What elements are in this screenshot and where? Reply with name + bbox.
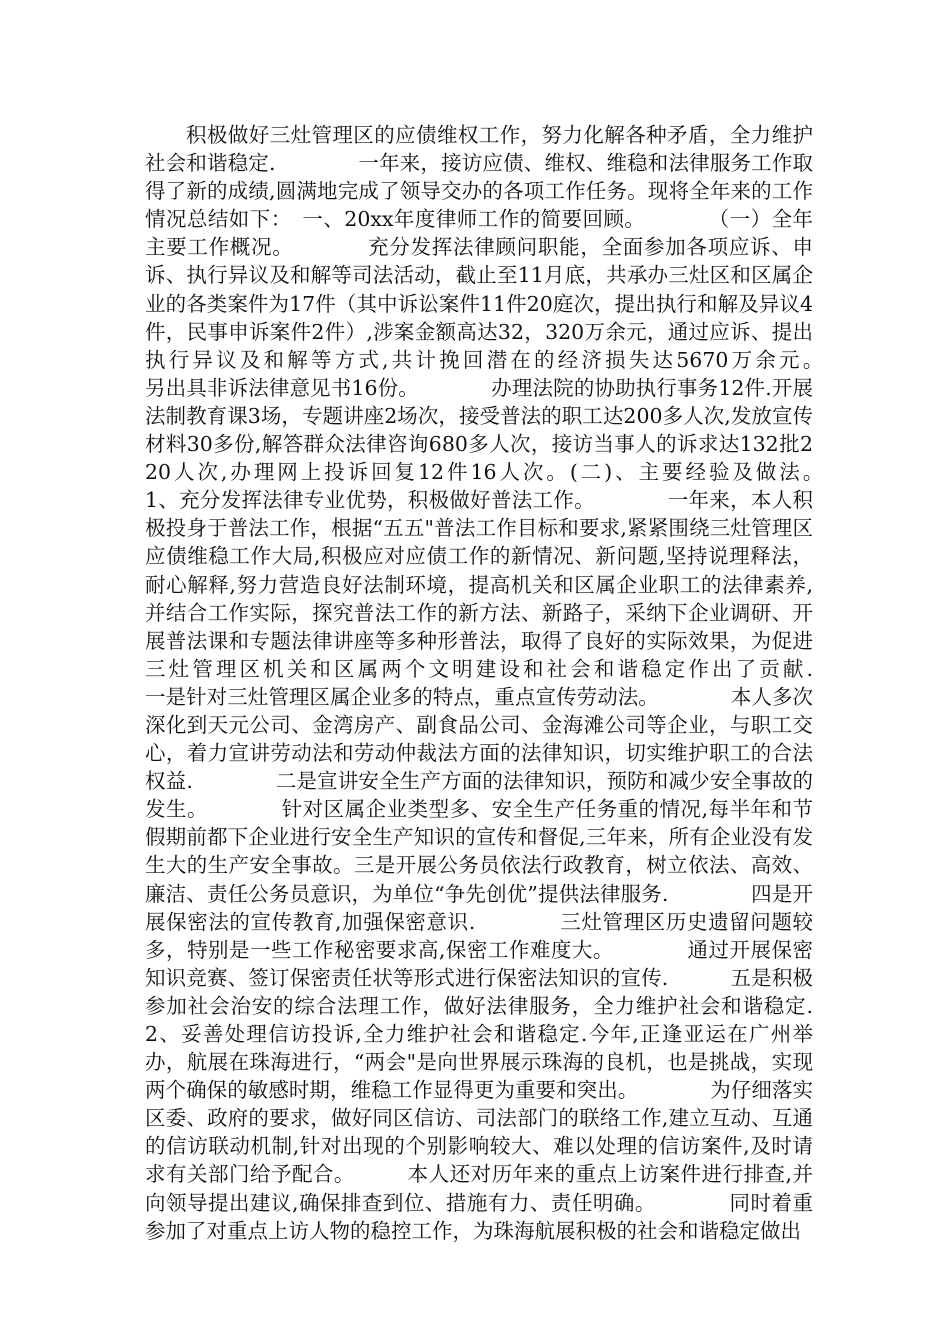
document-body-paragraph: 积极做好三灶管理区的应债维权工作，努力化解各种矛盾，全力维护社会和谐稳定. 一年来，接访应债、维权、维稳和法律服务工作取得了新的成绩,圆满地完成了领导交办的各项工作任务。现将全年来的工作情况总结如下： 一、20xx年度律师工作的简要回顾。 （一）全年主要工作概况。 充分发挥法律顾问职能，全面参加各项应诉、申诉、执行异议及和解等司法活动，截止至11月底，共承办三灶区和区属企业的各类案件为17件（其中诉讼案件11件20庭次，提出执行和解及异议4件，民事申诉案件2件）,涉案金额高达32，320万余元，通过应诉、提出执行异议及和解等方式,共计挽回潜在的经济损失达5670万余元。 另出具非诉法律意见书16份。 办理法院的协助执行事务12件.开展法制教育课3场，专题讲座2场次，接受普法的职工达200多人次,发放宣传材料30多份,解答群众法律咨询680多人次，接访当事人的诉求达132批220人次,办理网上投诉回复12件16人次。(二)、主要经验及做法。 1、充分发挥法律专业优势，积极做好普法工作。 一年来，本人积极投身于普法工作，根据“五五"普法工作目标和要求,紧紧围绕三灶管理区应债维稳工作大局,积极应对应债工作的新情况、新问题,坚持说理释法，耐心解释,努力营造良好法制环境，提高机关和区属企业职工的法律素养,并结合工作实际，探究普法工作的新方法、新路子，采纳下企业调研、开展普法课和专题法律讲座等多种形普法，取得了良好的实际效果，为促进三灶管理区机关和区属两个文明建设和社会和谐稳定作出了贡献. 一是针对三灶管理区属企业多的特点，重点宣传劳动法。 本人多次深化到天元公司、金湾房产、副食品公司、金海滩公司等企业，与职工交心，着力宣讲劳动法和劳动仲裁法方面的法律知识，切实维护职工的合法权益. 二是宣讲安全生产方面的法律知识，预防和减少安全事故的发生。 针对区属企业类型多、安全生产任务重的情况,每半年和节假期前都下企业进行安全生产知识的宣传和督促,三年来，所有企业没有发生大的生产安全事故。三是开展公务员依法行政教育，树立依法、高效、廉洁、责任公务员意识，为单位“争先创优”提供法律服务. 四是开展保密法的宣传教育,加强保密意识. 三灶管理区历史遗留问题较多，特别是一些工作秘密要求高,保密工作难度大。 通过开展保密知识竞赛、签订保密责任状等形式进行保密法知识的宣传. 五是积极参加社会治安的综合法理工作，做好法律服务，全力维护社会和谐稳定. 2、妥善处理信访投诉,全力维护社会和谐稳定.今年,正逢亚运在广州举办，航展在珠海进行，“两会"是向世界展示珠海的良机，也是挑战，实现两个确保的敏感时期，维稳工作显得更为重要和突出。 为仔细落实区委、政府的要求，做好同区信访、司法部门的联络工作,建立互动、互通的信访联动机制,针对出现的个别影响较大、难以处理的信访案件,及时请求有关部门给予配合。 本人还对历年来的重点上访案件进行排查,并向领导提出建议,确保排查到位、措施有力、责任明确。 同时着重参加了对重点上访人物的稳控工作，为珠海航展积极的社会和谐稳定做出: [145, 123, 895, 1243]
